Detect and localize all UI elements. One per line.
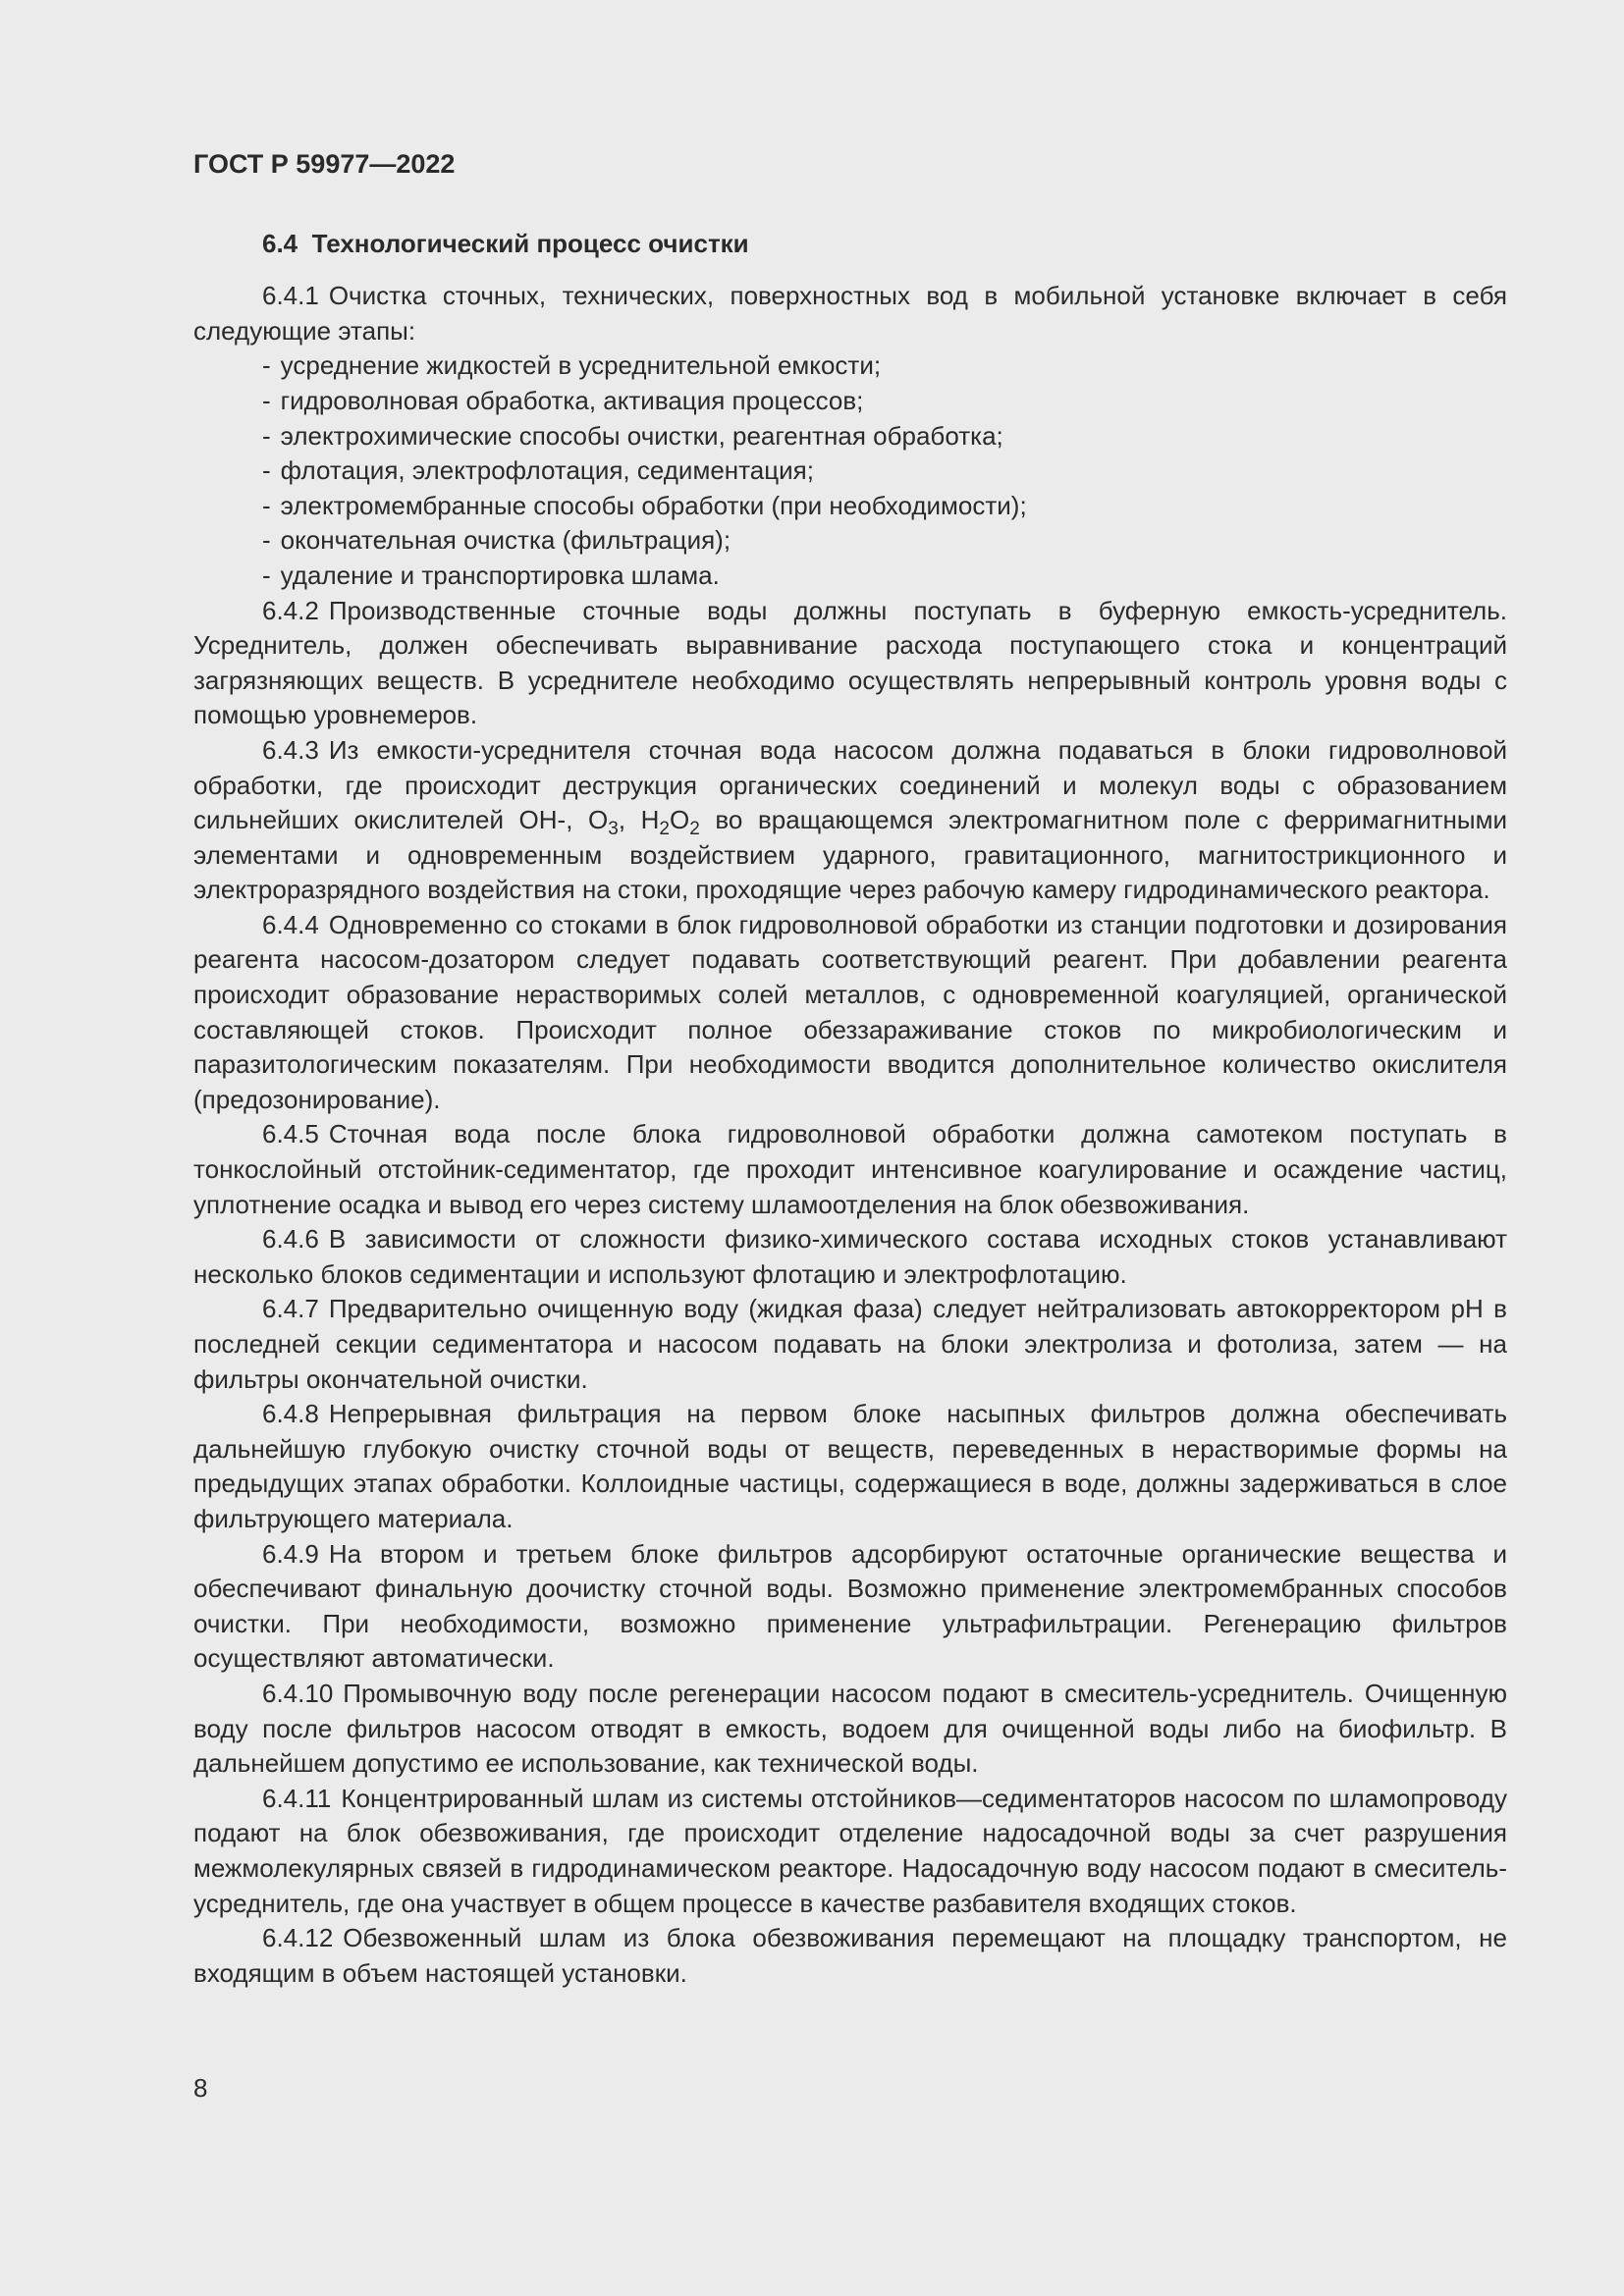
clause-text: На втором и третьем блоке фильтров адсорбируют остаточные органические вещества и обеспечивают финальную доочистку сточной воды. Возможно применение электромембранных способов очистки. При необходимости, возможно применение ультрафильтрации. Регенерацию фильтров осуществляют автоматически.	[193, 1538, 1507, 1674]
clause-number: 6.4.5	[262, 1119, 319, 1149]
list-item-text: удаление и транспортировка шлама.	[280, 560, 720, 590]
paragraph-6-4-7	[193, 1292, 1507, 1397]
clause-number: 6.4.10	[262, 1678, 334, 1708]
clause-number: 6.4.4	[262, 909, 319, 939]
list-dash: -	[262, 455, 271, 486]
clause-text: Сточная вода после блока гидроволновой обработки должна самотеком поступать в тонкослойный отстойник-седиментатор, где проходит интенсивное коагулирование и осаждение частиц, уплотнение осадка и вывод его через систему шламоотделения на блок обезвоживания.	[193, 1119, 1507, 1219]
list-item	[262, 489, 1507, 524]
clause-text: Очистка сточных, технических, поверхностных вод в мобильной установке включает в себя следующие этапы:	[193, 281, 1507, 346]
clause-number: 6.4.12	[262, 1923, 334, 1953]
clause-number: 6.4.9	[262, 1538, 319, 1569]
list-dash: -	[262, 420, 271, 451]
document-id: ГОСТ Р 59977—2022	[193, 149, 456, 179]
clause-number: 6.4.2	[262, 595, 319, 625]
subscript: 3	[608, 819, 619, 840]
list-item-text: электрохимические способы очистки, реагентная обработка;	[280, 420, 1003, 451]
list-item-text: электромембранные способы обработки (при необходимости);	[280, 490, 1027, 520]
clause-text: Одновременно со стоками в блок гидроволновой обработки из станции подготовки и дозирования реагента насосом-дозатором следует подавать соответствующий реагент. При добавлении реагента происходит образование нерастворимых солей металлов, с одновременной коагуляцией, органической составляющей стоков. Происходит полное обеззараживание стоков по микробиологическим и паразитологическим показателям. При необходимости вводится дополнительное количество окислителя (предозонирование).	[193, 909, 1507, 1114]
list-item	[262, 559, 1507, 594]
paragraph-6-4-4	[193, 908, 1507, 1118]
list-dash: -	[262, 385, 271, 415]
list-item-text: усреднение жидкостей в усреднительной емкости;	[280, 350, 882, 381]
subscript: 2	[689, 819, 700, 840]
paragraph-6-4-10	[193, 1677, 1507, 1782]
stages-list	[193, 348, 1507, 593]
clause-text-part: во вращающемся электромагнитном поле с ферримагнитными элементами и одновременным воздействием ударного, гравитационного, магнитострикционного и электроразрядного воздействия на стоки, проходящие через рабочую камеру гидродинамического реактора.	[193, 805, 1507, 905]
page-content	[193, 147, 1507, 1991]
list-item	[262, 523, 1507, 559]
subscript: 2	[659, 819, 670, 840]
clause-text: Производственные сточные воды должны поступать в буферную емкость-усреднитель. Усреднитель, должен обеспечивать выравнивание расхода поступающего стока и концентраций загрязняющих веществ. В усреднителе необходимо осуществлять непрерывный контроль уровня воды с помощью уровнемеров.	[193, 595, 1507, 730]
paragraph-6-4-6	[193, 1222, 1507, 1292]
clause-text: Непрерывная фильтрация на первом блоке насыпных фильтров должна обеспечивать дальнейшую глубокую очистку сточной воды от веществ, переведенных в нерастворимые формы на предыдущих этапах обработки. Коллоидные частицы, содержащиеся в воде, должны задерживаться в слое фильтрующего материала.	[193, 1399, 1507, 1533]
list-item-text: гидроволновая обработка, активация процессов;	[280, 385, 864, 415]
list-item	[262, 384, 1507, 419]
section-number: 6.4	[262, 228, 298, 258]
section-title: Технологический процесс очистки	[311, 228, 749, 258]
clause-text: Предварительно очищенную воду (жидкая фаза) следует нейтрализовать автокорректором pH в последней секции седиментатора и насосом подавать на блоки электролиза и фотолиза, затем — на фильтры окончательной очистки.	[193, 1294, 1507, 1394]
list-item	[262, 348, 1507, 384]
list-item	[262, 454, 1507, 489]
list-item	[262, 419, 1507, 454]
clause-number: 6.4.11	[262, 1783, 332, 1813]
list-item-text: флотация, электрофлотация, седиментация;	[280, 455, 814, 486]
clause-text: Концентрированный шлам из системы отстойников—седиментаторов насосом по шламопроводу подают на блок обезвоживания, где происходит отделение надосадочной воды за счет разрушения межмолекулярных связей в гидродинамическом реакторе. Надосадочную воду насосом подают в смеситель-усреднитель, где она участвует в общем процессе в качестве разбавителя входящих стоков.	[193, 1783, 1507, 1918]
clause-text-part: O	[670, 805, 690, 835]
clause-number: 6.4.6	[262, 1224, 319, 1255]
list-dash: -	[262, 490, 271, 520]
paragraph-6-4-11	[193, 1782, 1507, 1921]
clause-text-part: , H	[618, 805, 660, 835]
page-number: 8	[193, 2073, 208, 2103]
list-item-text: окончательная очистка (фильтрация);	[280, 525, 731, 556]
clause-text: Обезвоженный шлам из блока обезвоживания перемещают на площадку транспортом, не входящим в объем настоящей установки.	[193, 1923, 1507, 1988]
list-dash: -	[262, 560, 271, 590]
list-dash: -	[262, 350, 271, 381]
paragraph-6-4-3	[193, 733, 1507, 908]
paragraph-6-4-2	[193, 594, 1507, 733]
clause-text-part: Из емкости-усреднителя сточная вода насосом должна подаваться в блоки гидроволновой обработки, где происходит деструкция органических соединений и молекул воды с образованием сильнейших окислителей OH-, O	[193, 734, 1507, 835]
paragraph-6-4-8	[193, 1397, 1507, 1536]
clause-text: Промывочную воду после регенерации насосом подают в смеситель-усреднитель. Очищенную воду после фильтров насосом отводят в емкость, водоем для очищенной воды либо на биофильтр. В дальнейшем допустимо ее использование, как технической воды.	[193, 1678, 1507, 1779]
clause-number: 6.4.3	[262, 734, 319, 765]
section-heading	[193, 227, 1507, 262]
clause-number: 6.4.1	[262, 281, 319, 311]
clause-number: 6.4.8	[262, 1399, 319, 1429]
clause-text: В зависимости от сложности физико-химического состава исходных стоков устанавливают несколько блоков седиментации и используют флотацию и электрофлотацию.	[193, 1224, 1507, 1289]
paragraph-6-4-1	[193, 279, 1507, 348]
paragraph-6-4-5	[193, 1117, 1507, 1222]
clause-number: 6.4.7	[262, 1294, 319, 1324]
paragraph-6-4-9	[193, 1537, 1507, 1677]
list-dash: -	[262, 525, 271, 556]
paragraph-6-4-12	[193, 1921, 1507, 1991]
